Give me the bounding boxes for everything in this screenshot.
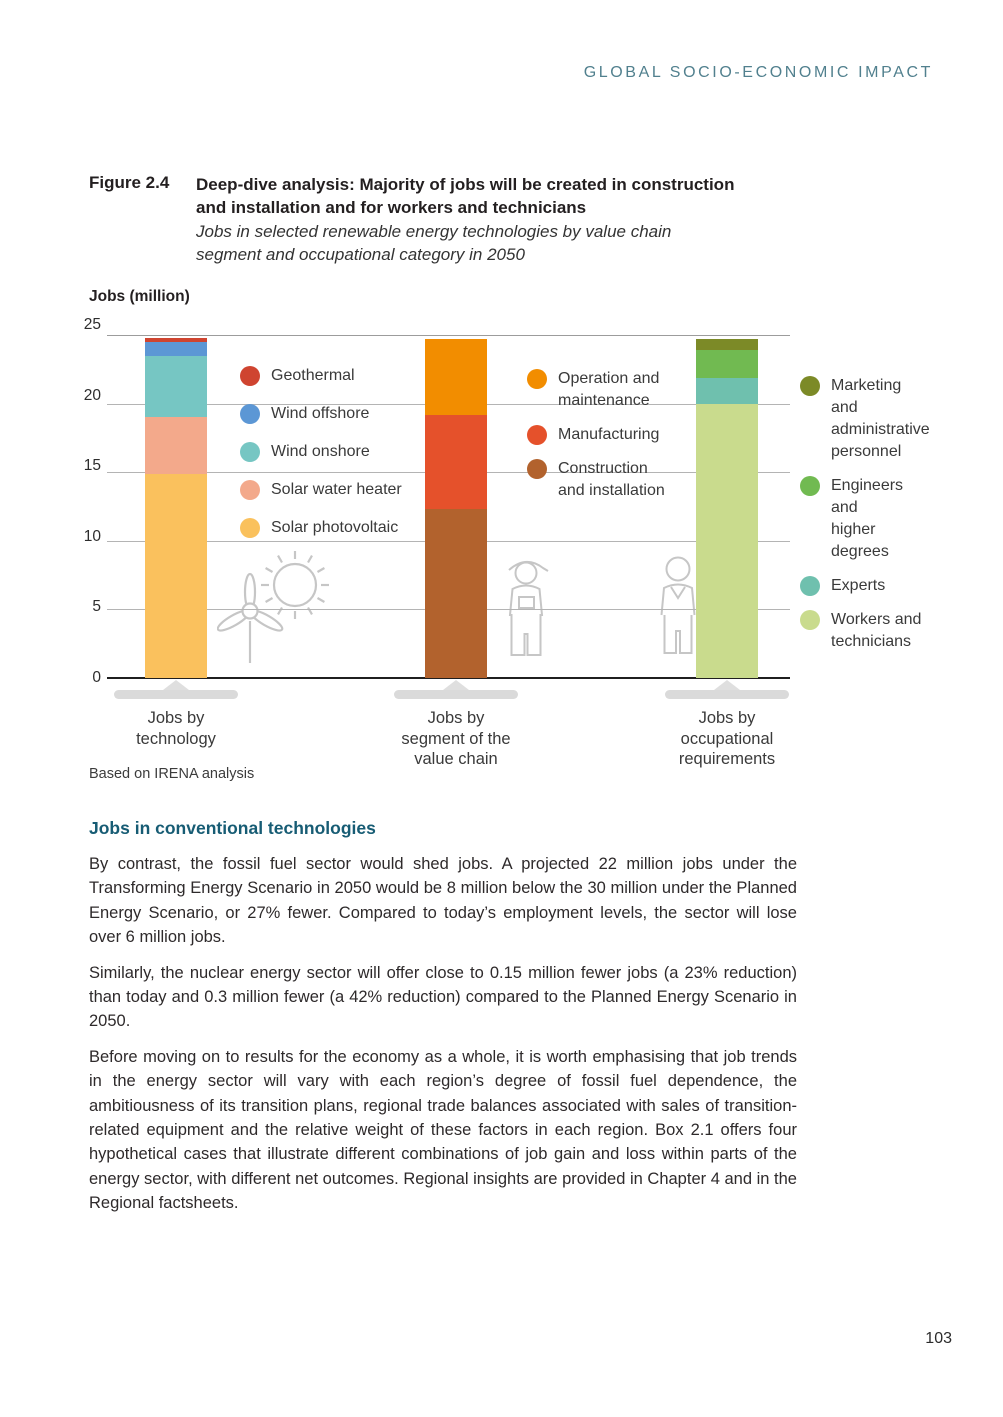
legend-label-line: technicians	[831, 633, 912, 650]
manufacturing-legend-dot	[527, 425, 547, 445]
y-tick-label-10: 10	[83, 527, 101, 545]
legend-label-line: Experts	[831, 577, 886, 594]
marketing-and-administrative-personnel-segment	[696, 339, 758, 350]
y-tick-label-0: 0	[92, 669, 101, 686]
operation-and-maintenance-segment	[425, 339, 487, 414]
legend-item-workers-and-technicians	[800, 609, 930, 653]
legend-item-experts	[800, 575, 930, 597]
legend-label-line: Workers and	[831, 611, 922, 628]
figure-titles	[196, 173, 786, 266]
figure-caption	[89, 173, 786, 266]
legend-item-geothermal	[240, 365, 402, 387]
paragraph-regional-outlook: Before moving on to results for the economy as a whole, it is worth emphasising that job trends in the energy sector will vary with each region’s degree of fossil fuel dependence, the ambitiousness of its transition plans, regional trade balances associated with sales of transition-related equipment and the relative weight of these factors in each region. Box 2.1 offers four hypothetical cases that illustrate different combinations of job gain and loss within parts of the energy sector, with different net outcomes. Regional insights are provided in Chapter 4 and in the Regional factsheets.	[89, 1047, 797, 1213]
engineers-and-higher-degrees-legend-dot	[800, 476, 820, 496]
wind-offshore-legend-dot	[240, 404, 260, 424]
x-axis-group-label-line: value chain	[414, 750, 498, 768]
y-axis-title: Jobs (million)	[89, 288, 190, 305]
legend-label-line: Solar water heater	[271, 481, 402, 498]
experts-legend-dot	[800, 576, 820, 596]
legend-label-line: Manufacturing	[558, 426, 660, 443]
legend-label-line: personnel	[831, 443, 902, 460]
experts-segment	[696, 378, 758, 404]
legend-label	[558, 424, 659, 446]
legend-label-line: Engineers and	[831, 477, 904, 516]
legend-label-line: maintenance	[558, 392, 650, 409]
x-axis-group-label-line: Jobs by	[147, 709, 205, 727]
paragraph-nuclear: Similarly, the nuclear energy sector will offer close to 0.15 million fewer jobs (a 23% reduction) than today and 0.3 million fewer (a 42% reduction) compared to the Planned Energy Scenario in 2050.	[89, 963, 797, 1031]
legend-label	[831, 375, 930, 463]
figure-subtitle: Jobs in selected renewable energy technologies by value chain segment and occupational category in 2050	[196, 222, 672, 264]
legend-item-wind-offshore	[240, 403, 402, 425]
workers-and-technicians-segment	[696, 404, 758, 678]
running-header: GLOBAL SOCIO-ECONOMIC IMPACT	[583, 64, 933, 81]
legend-label	[271, 403, 369, 425]
y-tick-label-5: 5	[92, 598, 101, 616]
legend-label-line: Wind onshore	[271, 443, 370, 460]
x-axis-group-label	[76, 708, 276, 749]
legend-label-line: Wind offshore	[271, 405, 370, 422]
solar-photovoltaic-legend-dot	[240, 518, 260, 538]
bar-base-pedestal	[394, 690, 518, 699]
legend-item-operation-and-maintenance	[527, 368, 665, 412]
construction-worker-icon	[496, 556, 556, 668]
stacked-bar-chart	[83, 288, 1003, 793]
legend-item-solar-photovoltaic	[240, 517, 402, 539]
legend-label	[271, 441, 370, 463]
y-tick-label-20: 20	[83, 386, 101, 404]
legend-group-3	[800, 375, 930, 665]
bar-base-pedestal	[114, 690, 238, 699]
marketing-and-administrative-personnel-legend-dot	[800, 376, 820, 396]
x-axis-group-label-line: requirements	[678, 750, 776, 768]
manufacturing-segment	[425, 415, 487, 510]
y-tick-label-25: 25	[83, 316, 101, 333]
legend-item-wind-onshore	[240, 441, 402, 463]
wind-offshore-segment	[145, 342, 207, 356]
wind-onshore-segment	[145, 356, 207, 418]
wind-onshore-legend-dot	[240, 442, 260, 462]
legend-item-solar-water-heater	[240, 479, 402, 501]
x-axis-group-label-line: segment of the	[401, 729, 511, 748]
x-axis-group-label	[356, 708, 556, 770]
x-axis-group-label-line: occupational	[680, 729, 774, 748]
legend-item-engineers-and-higher-degrees	[800, 475, 930, 563]
construction-and-installation-legend-dot	[527, 459, 547, 479]
x-axis-group-label-line: Jobs by	[427, 709, 485, 727]
legend-label-line: Construction	[558, 460, 648, 477]
legend-item-manufacturing	[527, 424, 665, 446]
figure-number-label: Figure 2.4	[89, 173, 170, 192]
page-number: 103	[925, 1330, 952, 1347]
legend-group-1	[240, 365, 402, 555]
legend-label	[271, 517, 398, 539]
legend-label-line: administrative	[831, 421, 930, 438]
chart-source: Based on IRENA analysis	[89, 766, 255, 782]
legend-label	[831, 475, 930, 563]
geothermal-segment	[145, 338, 207, 341]
geothermal-legend-dot	[240, 366, 260, 386]
section-heading: Jobs in conventional technologies	[89, 818, 376, 838]
wind-turbine-and-sun-icon	[217, 545, 337, 667]
legend-label	[271, 479, 402, 501]
paragraph-fossil-fuel: By contrast, the fossil fuel sector would shed jobs. A projected 22 million jobs under the Transforming Energy Scenario in 2050 would be 8 million below the 30 million under the Planned Energy Scenario, or 27% fewer. Compared to today’s employment levels, the sector will lose over 6 million jobs.	[89, 855, 797, 947]
legend-label	[558, 458, 665, 502]
construction-and-installation-segment	[425, 509, 487, 678]
y-tick-label-15: 15	[83, 457, 101, 475]
legend-label-line: Marketing and	[831, 377, 902, 416]
x-axis-group-label-line: technology	[136, 729, 216, 748]
legend-label	[271, 365, 355, 387]
legend-group-2	[527, 368, 665, 514]
operation-and-maintenance-legend-dot	[527, 369, 547, 389]
plot-area	[83, 316, 930, 686]
legend-label	[558, 368, 659, 412]
legend-item-construction-and-installation	[527, 458, 665, 502]
legend-label-line: Operation and	[558, 370, 660, 387]
body-text-section	[89, 818, 797, 1227]
figure-title: Deep-dive analysis: Majority of jobs will be created in construction and installation and for workers and technicians	[196, 175, 735, 217]
legend-label-line: and installation	[558, 482, 665, 499]
legend-label	[831, 609, 921, 653]
solar-photovoltaic-segment	[145, 474, 207, 678]
legend-label	[831, 575, 885, 597]
gridline-25	[107, 335, 790, 336]
legend-label-line: Geothermal	[271, 367, 355, 384]
legend-label-line: higher degrees	[831, 521, 889, 560]
legend-item-marketing-and-administrative-personnel	[800, 375, 930, 463]
workers-and-technicians-legend-dot	[800, 610, 820, 630]
solar-water-heater-legend-dot	[240, 480, 260, 500]
solar-water-heater-segment	[145, 417, 207, 473]
bar-base-pedestal	[665, 690, 789, 699]
legend-label-line: Solar photovoltaic	[271, 519, 399, 536]
x-axis-group-label-line: Jobs by	[698, 709, 756, 727]
x-axis-group-label	[627, 708, 827, 770]
engineers-and-higher-degrees-segment	[696, 350, 758, 377]
